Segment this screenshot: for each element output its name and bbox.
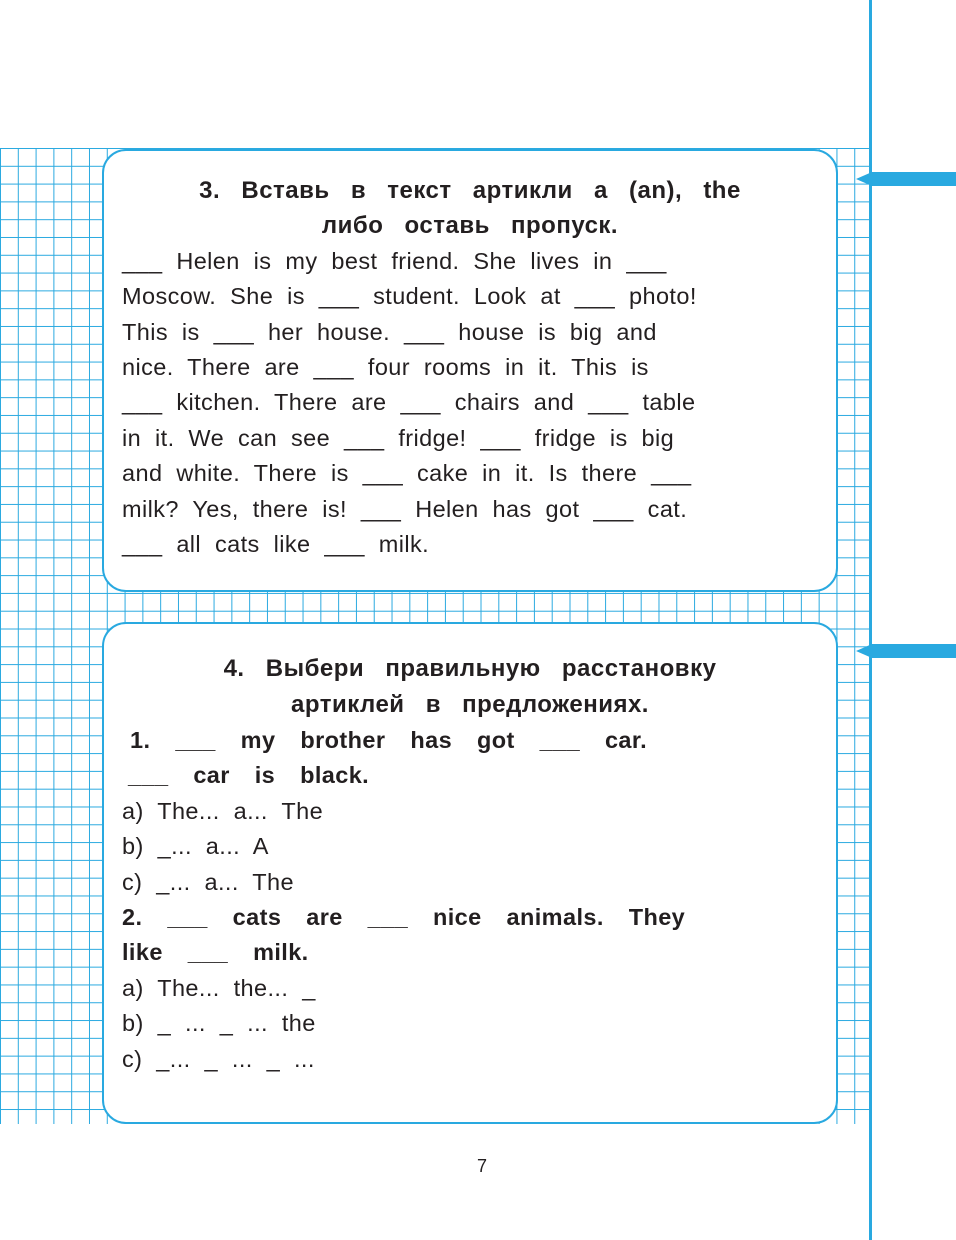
question-2-option-a: a) The... the... _	[122, 975, 316, 1001]
text-line: ___ all cats like ___ milk.	[122, 531, 430, 557]
margin-line	[869, 0, 872, 1240]
question-2-line1: 2. ___ cats are ___ nice animals. They	[122, 904, 686, 930]
question-1-option-c: c) _... a... The	[122, 869, 294, 895]
text-line: This is ___ her house. ___ house is big and	[122, 319, 657, 345]
question-2-option-b: b) _ ... _ ... the	[122, 1010, 316, 1036]
question-1-option-b: b) _... a... A	[122, 833, 269, 859]
question-1-line1: 1. ___ my brother has got ___ car.	[130, 727, 648, 753]
exercise-4-title-line2: артиклей в предложениях.	[291, 691, 649, 718]
exercise-tab-marker-4	[872, 644, 956, 658]
exercise-tab-marker-3	[872, 172, 956, 186]
text-line: milk? Yes, there is! ___ Helen has got ___ cat.	[122, 496, 688, 522]
text-line: and white. There is ___ cake in it. Is there ___	[122, 460, 692, 486]
question-1-option-a: a) The... a... The	[122, 798, 324, 824]
exercise-3-card	[102, 149, 838, 592]
text-line: Moscow. She is ___ student. Look at ___ photo!	[122, 283, 697, 309]
text-line: nice. There are ___ four rooms in it. This is	[122, 354, 649, 380]
question-1-line2: ___ car is black.	[128, 762, 370, 788]
text-line: ___ Helen is my best friend. She lives in ___	[122, 248, 667, 274]
exercise-3-title-line1: 3. Вставь в текст артикли a (an), the	[199, 177, 741, 204]
text-line: in it. We can see ___ fridge! ___ fridge is big	[122, 425, 675, 451]
question-2-option-c: c) _... _ ... _ ...	[122, 1046, 315, 1072]
question-2-line2: like ___ milk.	[122, 939, 309, 965]
exercise-4-card	[102, 622, 838, 1124]
text-line: ___ kitchen. There are ___ chairs and ___ table	[122, 389, 696, 415]
exercise-3-title-line2: либо оставь пропуск.	[321, 212, 619, 239]
exercise-4-title-line1: 4. Выбери правильную расстановку	[223, 655, 717, 682]
page-number: 7	[476, 1156, 487, 1176]
